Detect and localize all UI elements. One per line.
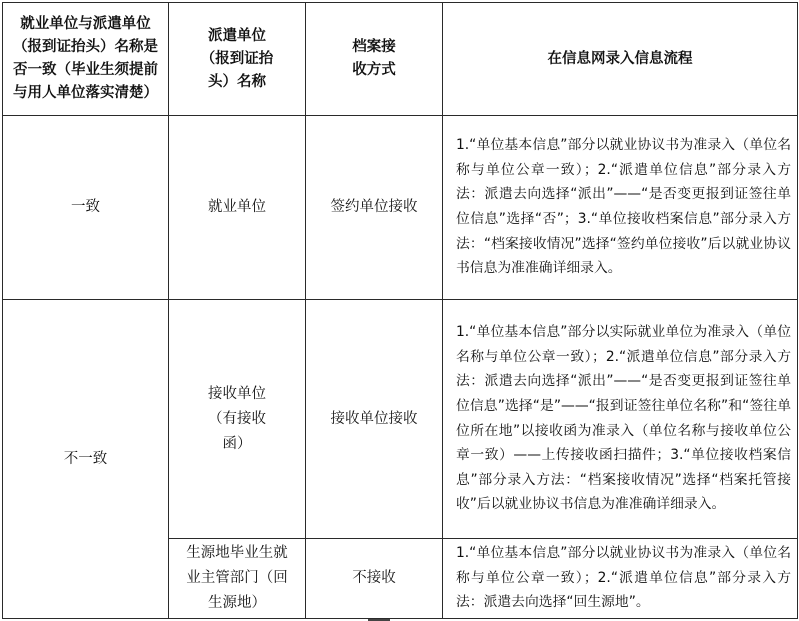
header-consistency: 就业单位与派遣单位（报到证抬头）名称是否一致（毕业生须提前与用人单位落实清楚）	[3, 3, 169, 116]
entry-process-cell: 1.“单位基本信息”部分以就业协议书为准录入（单位名称与单位公章一致）；2.“派遣单位信息”部分录入方法：派遣去向选择“回生源地”。	[443, 539, 798, 619]
header-entry-process: 在信息网录入信息流程	[443, 3, 798, 116]
entry-process-cell: 1.“单位基本信息”部分以实际就业单位为准录入（单位名称与单位公章一致）；2.“派遣单位信息”部分录入方法：派遣去向选择“派出”——“是否变更报到证签往单位信息”选择“是”——“报到证签往单位名称”和“签往单位所在地”以接收函为准录入（单位名称与接收单位公章一致）——上传接收函扫描件；3.“单位接收档案信息”部分录入方法：“档案接收情况”选择“档案托管接收”后以就业协议书信息为准准确详细录入。	[443, 300, 798, 539]
dispatch-unit-cell: 生源地毕业生就业主管部门（回生源地）	[169, 539, 306, 619]
header-archive-method: 档案接收方式	[306, 3, 443, 116]
entry-process-cell: 1.“单位基本信息”部分以就业协议书为准录入（单位名称与单位公章一致）；2.“派遣单位信息”部分录入方法：派遣去向选择“派出”——“是否变更报到证签往单位信息”选择“否”；3.“单位接收档案信息”部分录入方法：“档案接收情况”选择“签约单位接收”后以就业协议书信息为准准确详细录入。	[443, 116, 798, 300]
table-row	[3, 116, 798, 300]
table-row	[3, 300, 798, 539]
consistency-cell: 一致	[3, 116, 169, 300]
archive-method-cell: 接收单位接收	[306, 300, 443, 539]
info-entry-table	[2, 2, 798, 619]
dispatch-unit-cell: 接收单位（有接收函）	[169, 300, 306, 539]
consistency-cell: 不一致	[3, 300, 169, 619]
archive-method-cell: 不接收	[306, 539, 443, 619]
archive-method-cell: 签约单位接收	[306, 116, 443, 300]
header-dispatch-unit: 派遣单位（报到证抬头）名称	[169, 3, 306, 116]
header-row	[3, 3, 798, 116]
dispatch-unit-cell: 就业单位	[169, 116, 306, 300]
